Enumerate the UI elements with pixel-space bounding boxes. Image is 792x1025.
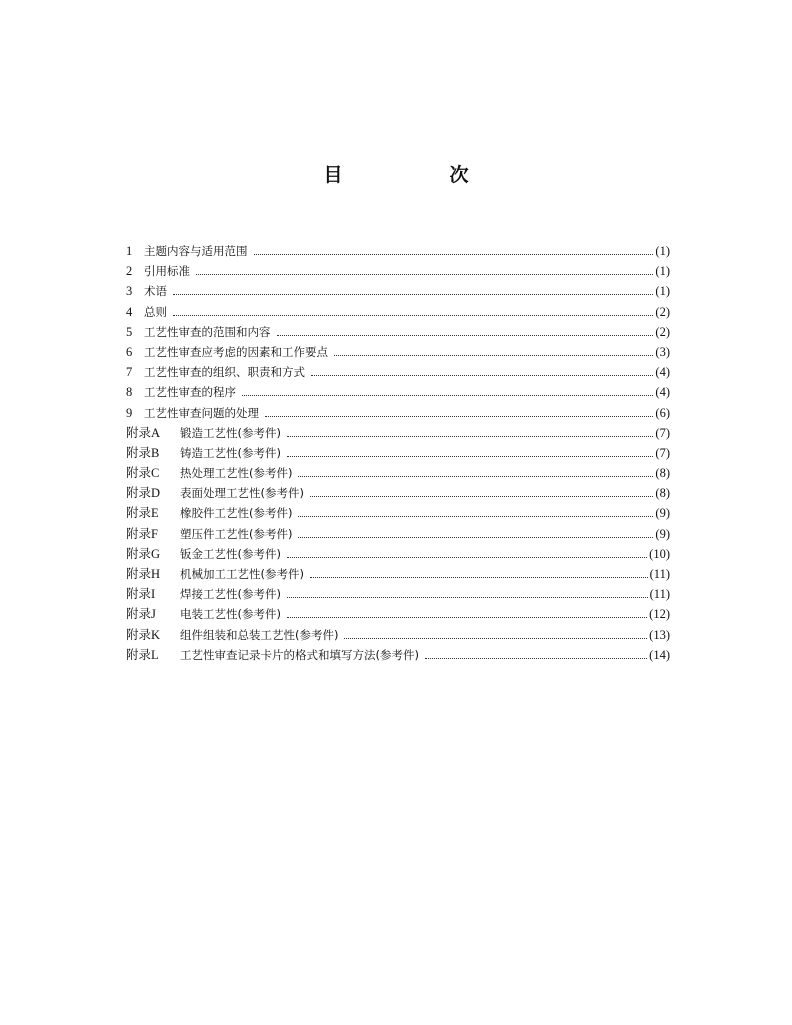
toc-entry-title: 引用标准	[144, 264, 190, 279]
toc-entry[interactable]	[126, 261, 670, 281]
toc-dot-leader	[334, 354, 653, 356]
toc-entry[interactable]	[126, 604, 670, 624]
toc-entry[interactable]	[126, 342, 670, 362]
toc-entry-number: 6	[126, 344, 133, 359]
toc-entry-title: 组件组装和总装工艺性(参考件)	[180, 627, 339, 642]
toc-entry-title: 塑压件工艺性(参考件)	[180, 526, 293, 541]
toc-entry-page: (1)	[655, 264, 670, 279]
toc-entry[interactable]	[126, 281, 670, 301]
toc-dot-leader	[173, 314, 653, 316]
toc-entry-title: 橡胶件工艺性(参考件)	[180, 506, 293, 521]
toc-entry-title: 电装工艺性(参考件)	[180, 607, 281, 622]
toc-entry-number: 附录G	[126, 546, 161, 561]
toc-entry[interactable]	[126, 302, 670, 322]
toc-entry[interactable]	[126, 382, 670, 402]
toc-entry[interactable]	[126, 241, 670, 261]
toc-entry-number: 附录I	[126, 587, 156, 602]
page-title: 目 次	[323, 164, 513, 186]
toc-dot-leader	[287, 435, 653, 437]
toc-entry-number: 2	[126, 264, 133, 279]
toc-entry-number: 附录D	[126, 486, 161, 501]
toc-entry-page: (7)	[655, 425, 670, 440]
toc-entry-page: (8)	[655, 466, 670, 481]
table-of-contents	[126, 241, 670, 665]
toc-entry-page: (9)	[655, 526, 670, 541]
toc-entry[interactable]	[126, 423, 670, 443]
toc-entry-number: 附录A	[126, 425, 161, 440]
toc-entry[interactable]	[126, 645, 670, 665]
toc-dot-leader	[265, 415, 653, 417]
toc-dot-leader	[287, 556, 647, 558]
toc-entry-title: 焊接工艺性(参考件)	[180, 587, 281, 602]
toc-dot-leader	[311, 374, 653, 376]
toc-entry-page: (11)	[649, 567, 670, 581]
toc-entry-page: (14)	[649, 647, 670, 662]
toc-dot-leader	[344, 637, 647, 639]
toc-entry-number: 9	[126, 405, 133, 420]
toc-entry-title: 铸造工艺性(参考件)	[180, 445, 281, 460]
toc-dot-leader	[298, 515, 653, 517]
toc-dot-leader	[298, 536, 653, 538]
toc-entry-title: 热处理工艺性(参考件)	[180, 466, 293, 481]
toc-entry-page: (10)	[649, 546, 670, 561]
toc-entry-title: 锻造工艺性(参考件)	[180, 425, 281, 440]
toc-entry[interactable]	[126, 403, 670, 423]
toc-entry-page: (4)	[655, 385, 670, 400]
toc-entry-number: 附录E	[126, 506, 159, 521]
toc-entry[interactable]	[126, 503, 670, 523]
toc-entry[interactable]	[126, 544, 670, 564]
toc-entry-number: 1	[126, 244, 133, 258]
toc-entry-page: (8)	[655, 486, 670, 501]
toc-dot-leader	[310, 576, 648, 578]
toc-entry-number: 8	[126, 385, 133, 400]
toc-entry-page: (9)	[655, 506, 670, 521]
toc-entry[interactable]	[126, 463, 670, 483]
toc-entry-page: (6)	[655, 405, 670, 420]
toc-entry-number: 7	[126, 365, 133, 380]
toc-entry-title: 工艺性审查的组织、职责和方式	[144, 365, 305, 380]
toc-entry[interactable]	[126, 625, 670, 645]
toc-entry-page: (2)	[655, 304, 670, 319]
toc-dot-leader	[196, 273, 653, 275]
toc-entry-number: 附录K	[126, 627, 161, 642]
toc-dot-leader	[254, 253, 654, 255]
toc-entry-title: 主题内容与适用范围	[144, 244, 248, 258]
toc-entry-title: 工艺性审查问题的处理	[144, 405, 259, 420]
toc-entry-number: 附录J	[126, 607, 156, 622]
toc-dot-leader	[173, 293, 653, 295]
toc-entry-title: 机械加工工艺性(参考件)	[180, 567, 304, 581]
toc-entry[interactable]	[126, 322, 670, 342]
toc-dot-leader	[277, 334, 654, 336]
toc-entry-title: 钣金工艺性(参考件)	[180, 546, 281, 561]
toc-entry-number: 4	[126, 304, 133, 319]
toc-dot-leader	[425, 657, 647, 659]
toc-entry-title: 总则	[144, 304, 167, 319]
toc-entry[interactable]	[126, 443, 670, 463]
toc-dot-leader	[242, 394, 653, 396]
toc-entry-title: 术语	[144, 284, 167, 299]
toc-entry[interactable]	[126, 524, 670, 544]
toc-entry-number: 附录L	[126, 647, 159, 662]
toc-entry-title: 工艺性审查记录卡片的格式和填写方法(参考件)	[180, 647, 419, 662]
toc-entry-number: 附录B	[126, 445, 160, 460]
toc-dot-leader	[287, 616, 647, 618]
toc-entry-number: 5	[126, 324, 133, 339]
toc-dot-leader	[298, 475, 653, 477]
toc-entry[interactable]	[126, 483, 670, 503]
toc-entry-page: (7)	[655, 445, 670, 460]
toc-entry-page: (11)	[649, 587, 670, 602]
toc-entry-page: (2)	[655, 324, 670, 339]
toc-entry-title: 工艺性审查应考虑的因素和工作要点	[144, 344, 328, 359]
toc-dot-leader	[310, 495, 653, 497]
toc-entry-number: 附录H	[126, 567, 161, 581]
toc-entry-page: (3)	[655, 344, 670, 359]
toc-entry-title: 工艺性审查的程序	[144, 385, 236, 400]
toc-entry-number: 附录C	[126, 466, 160, 481]
toc-entry[interactable]	[126, 564, 670, 584]
toc-entry[interactable]	[126, 362, 670, 382]
toc-entry-page: (4)	[655, 365, 670, 380]
toc-entry-title: 表面处理工艺性(参考件)	[180, 486, 304, 501]
toc-entry-number: 附录F	[126, 526, 158, 541]
toc-entry-number: 3	[126, 284, 133, 299]
toc-entry-page: (12)	[649, 607, 670, 622]
toc-dot-leader	[287, 596, 648, 598]
toc-entry-title: 工艺性审查的范围和内容	[144, 324, 271, 339]
toc-entry-page: (1)	[655, 244, 670, 258]
toc-entry-page: (13)	[649, 627, 670, 642]
toc-dot-leader	[287, 455, 653, 457]
toc-entry[interactable]	[126, 584, 670, 604]
toc-entry-page: (1)	[655, 284, 670, 299]
